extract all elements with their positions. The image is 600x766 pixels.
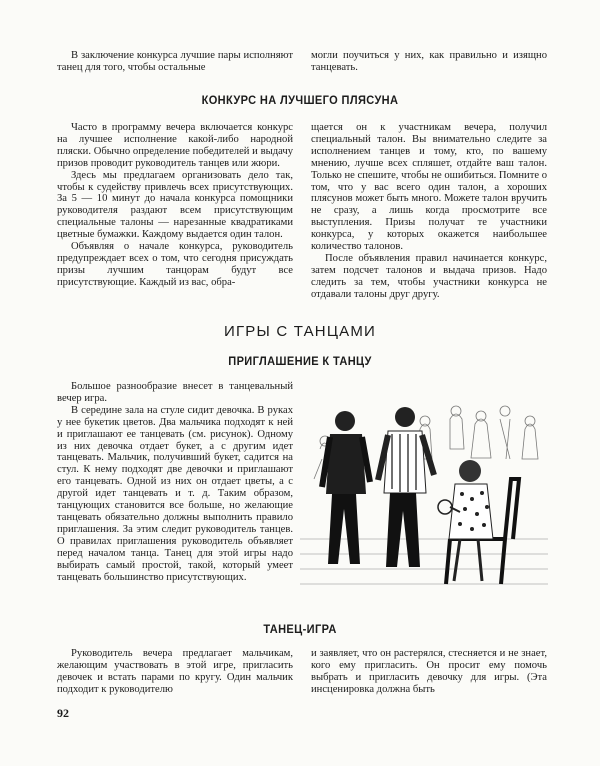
invitation-paragraph-1: Большое разнообразие внесет в танцевальный вечер игра. bbox=[57, 381, 293, 404]
subsection-title-invitation: ПРИГЛАШЕНИЕ К ТАНЦУ bbox=[228, 354, 372, 368]
section-title-games: ИГРЫ С ТАНЦАМИ bbox=[223, 323, 377, 340]
dance-game-left-column bbox=[57, 648, 293, 696]
contest-paragraph-4: щается он к участникам вечера, получил специальный талон. Вы внимательно следите за исполнением танцев и тому, кто, по вашему мнению, лучше всех спляшет, отдайте ваш талон. Только не спешите, чтобы не ошибиться. Помните о том, что у вас всего один талон, а хороших плясунов может быть много. Можете талон вручить не сразу, а лишь когда просмотрите все выступления. Призы получат те участники конкурса, у которых окажется наибольшее количество талонов. bbox=[311, 122, 547, 253]
invitation-column bbox=[57, 381, 293, 583]
contest-paragraph-5: После объявления правил начинается конкурс, затем подсчет талонов и выдача призов. Надо следить за тем, чтобы участники конкурса не отдавали талоны друг другу. bbox=[311, 252, 547, 300]
contest-left-column bbox=[57, 122, 293, 289]
dance-invitation-illustration bbox=[300, 389, 548, 589]
subsection-title-dance-game: ТАНЕЦ-ИГРА bbox=[263, 622, 337, 636]
intro-right-column bbox=[311, 50, 547, 74]
contest-paragraph-2: Здесь мы предлагаем организовать дело так, чтобы к судейству привлечь всех присутствующих. За 5 — 10 минут до начала конкурса помощники руководителя раздают всем присутствующим специальные талоны — нарезанные квадратиками цветные бумажки. Каждому выдается один талон. bbox=[57, 169, 293, 241]
contest-paragraph-3: Объявляя о начале конкурса, руководитель предупреждает всех о том, что сегодня присуждать призы лучшим танцорам будут все присутствующие. Каждый из вас, обра- bbox=[57, 241, 293, 288]
page-number: 92 bbox=[57, 706, 69, 720]
section-title-contest: КОНКУРС НА ЛУЧШЕГО ПЛЯСУНА bbox=[201, 93, 399, 107]
intro-right-paragraph: могли поучиться у них, как правильно и изящно танцевать. bbox=[311, 50, 547, 73]
contest-right-column bbox=[311, 122, 547, 301]
intro-left-column bbox=[57, 50, 293, 74]
dance-game-paragraph-1: Руководитель вечера предлагает мальчикам, желающим участвовать в этой игре, пригласить девочек и встать парами по кругу. Один мальчик подходит к руководителю bbox=[57, 648, 293, 695]
invitation-paragraph-2: В середине зала на стуле сидит девочка. В руках у нее букетик цветов. Два мальчика подходят к ней и приглашают ее танцевать (см. рисунок). Одному из них девочка отдает букет, а с другим идет танцевать. Мальчик, получивший букет, садится на стул. К нему подходят две девочки и приглашают его танцевать. Одной из них он отдает цветы, а с другой идет танцевать и т. д. Таким образом, танцующих становится все больше, но желающие танцевать обязательно должны выполнить правило приглашения. За этим следит руководитель танцев. О правилах приглашения руководитель объявляет перед началом танца. Танец для этой игры надо выбирать самый простой, такой, который умеет танцевать большинство присутствующих. bbox=[57, 404, 293, 583]
dance-game-right-column bbox=[311, 648, 547, 696]
intro-left-paragraph: В заключение конкурса лучшие пары исполняют танец для того, чтобы остальные bbox=[57, 50, 293, 73]
dance-game-paragraph-2: и заявляет, что он растерялся, стесняется и не знает, кого ему пригласить. Он просит ему помочь выбрать и пригласить девочку для игры. (Эта инсценировка должна быть bbox=[311, 648, 547, 695]
contest-paragraph-1: Часто в программу вечера включается конкурс на лучшее исполнение какой-либо народной пляски. Обычно определение победителей и выдачу призов проводит руководитель танцев или жюри. bbox=[57, 122, 293, 169]
